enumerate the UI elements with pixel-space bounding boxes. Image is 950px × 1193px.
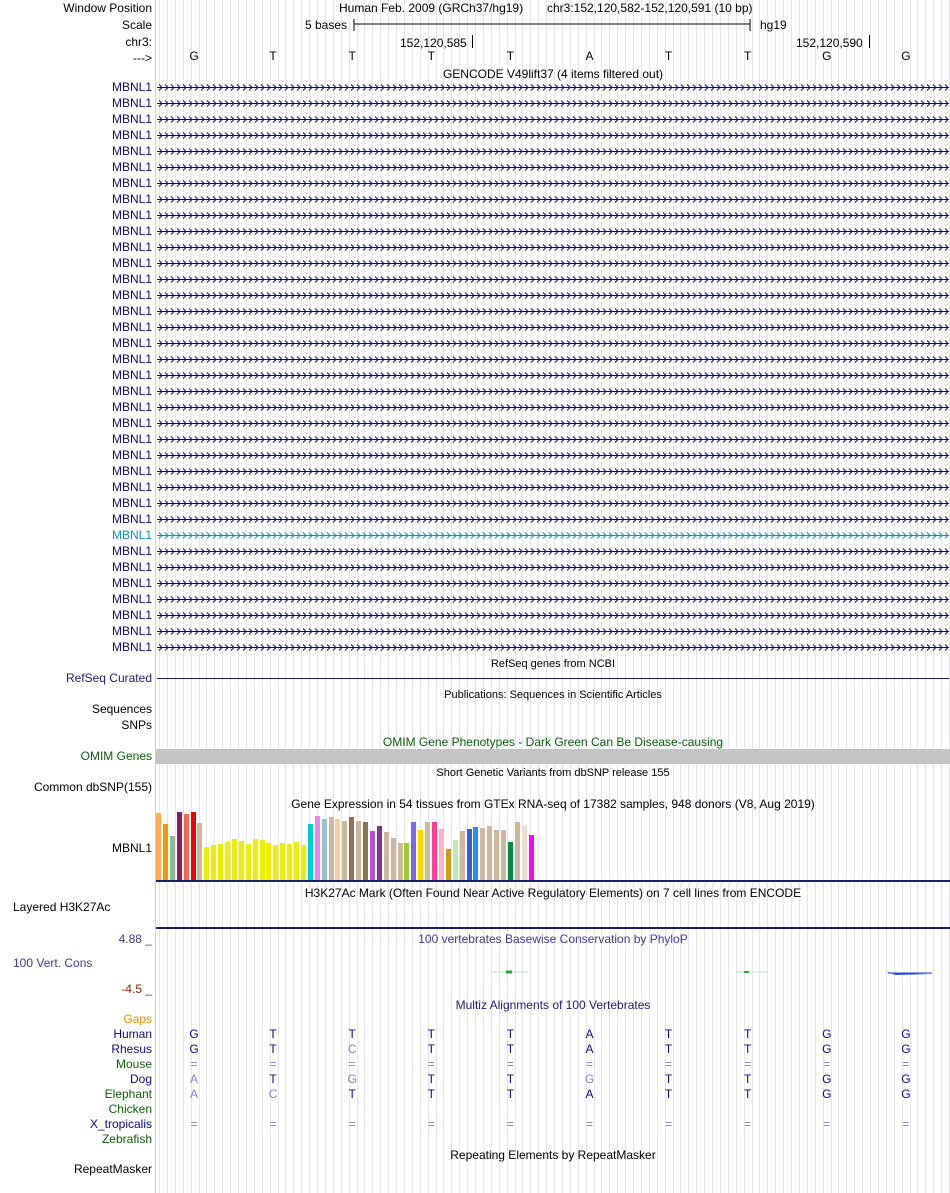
strand-label: ---> xyxy=(133,51,152,65)
phylop-label[interactable]: 100 Vert. Cons xyxy=(13,956,93,970)
gtex-tissue-bar[interactable] xyxy=(349,817,354,880)
gencode-gene-label[interactable]: MBNL1 xyxy=(111,240,152,254)
species-label[interactable]: X_tropicalis xyxy=(89,1117,152,1131)
publications-snps-label[interactable]: SNPs xyxy=(121,718,152,732)
gtex-tissue-bar[interactable] xyxy=(329,817,334,880)
gencode-gene-label[interactable]: MBNL1 xyxy=(111,304,152,318)
alignment-base: T xyxy=(506,1042,515,1056)
alignment-base: = xyxy=(269,1117,277,1131)
gtex-tissue-bar[interactable] xyxy=(342,821,347,880)
alignment-base: G xyxy=(189,1042,199,1056)
alignment-base: G xyxy=(901,1087,911,1101)
gencode-gene-label[interactable]: MBNL1 xyxy=(111,176,152,190)
gtex-tissue-bar[interactable] xyxy=(370,831,375,880)
gencode-transcript[interactable] xyxy=(157,275,949,284)
gtex-tissue-bar[interactable] xyxy=(335,819,340,880)
gencode-gene-label[interactable]: MBNL1 xyxy=(111,528,152,542)
gencode-gene-label[interactable]: MBNL1 xyxy=(111,544,152,558)
h3k27ac-baseline xyxy=(156,927,950,929)
tick-mark-1 xyxy=(472,35,473,48)
gencode-gene-label[interactable]: MBNL1 xyxy=(111,336,152,350)
gencode-gene-label[interactable]: MBNL1 xyxy=(111,112,152,126)
gtex-tissue-bar[interactable] xyxy=(377,826,382,880)
phylop-title: 100 vertebrates Basewise Conservation by PhyloP xyxy=(418,932,688,946)
alignment-base: G xyxy=(822,1042,832,1056)
gencode-transcript[interactable] xyxy=(157,307,949,316)
gencode-gene-label[interactable]: MBNL1 xyxy=(111,448,152,462)
gencode-gene-label[interactable]: MBNL1 xyxy=(111,384,152,398)
gtex-tissue-bar[interactable] xyxy=(204,847,209,880)
base-letter: G xyxy=(822,49,832,63)
gtex-tissue-bar[interactable] xyxy=(287,844,292,880)
gtex-tissue-bar[interactable] xyxy=(232,839,237,880)
gencode-gene-label[interactable]: MBNL1 xyxy=(111,320,152,334)
assembly-text: Human Feb. 2009 (GRCh37/hg19) xyxy=(339,1,524,15)
position-text: chr3:152,120,582-152,120,591 (10 bp) xyxy=(547,1,753,15)
alignment-base: = xyxy=(585,1117,593,1131)
gtex-tissue-bar[interactable] xyxy=(473,827,478,880)
gencode-gene-label[interactable]: MBNL1 xyxy=(111,288,152,302)
gencode-transcript[interactable] xyxy=(157,355,949,364)
gencode-gene-label[interactable]: MBNL1 xyxy=(111,480,152,494)
gtex-tissue-bar[interactable] xyxy=(501,830,506,880)
scale-text: 5 bases xyxy=(305,18,348,32)
alignment-base: = xyxy=(348,1117,356,1131)
gtex-tissue-bar[interactable] xyxy=(322,819,327,880)
gencode-gene-label[interactable]: MBNL1 xyxy=(111,192,152,206)
alignment-base: = xyxy=(427,1057,435,1071)
gencode-transcript[interactable] xyxy=(157,451,949,460)
species-label[interactable]: Mouse xyxy=(115,1057,152,1071)
base-letter: T xyxy=(664,49,673,63)
gencode-gene-label[interactable]: MBNL1 xyxy=(111,128,152,142)
gencode-transcript[interactable] xyxy=(157,563,949,572)
gtex-tissue-bar[interactable] xyxy=(246,844,251,880)
gencode-gene-label[interactable]: MBNL1 xyxy=(111,352,152,366)
gencode-gene-label[interactable]: MBNL1 xyxy=(111,368,152,382)
alignment-base: G xyxy=(901,1072,911,1086)
alignment-base: T xyxy=(427,1087,435,1101)
gencode-transcript[interactable] xyxy=(157,611,949,620)
alignment-base: A xyxy=(585,1087,594,1101)
gtex-tissue-bar[interactable] xyxy=(453,840,458,880)
gencode-gene-label[interactable]: MBNL1 xyxy=(111,560,152,574)
alignment-base: T xyxy=(348,1027,356,1041)
alignment-base: G xyxy=(347,1072,357,1086)
alignment-base: G xyxy=(189,1027,199,1041)
gtex-tissue-bar[interactable] xyxy=(460,831,465,880)
gencode-transcript[interactable] xyxy=(157,195,949,204)
alignment-base: A xyxy=(189,1072,198,1086)
alignment-base: T xyxy=(506,1087,515,1101)
base-letter: G xyxy=(189,49,199,63)
alignment-base: = xyxy=(506,1117,514,1131)
gtex-tissue-bar[interactable] xyxy=(467,829,472,880)
gencode-transcript[interactable] xyxy=(157,547,949,556)
position-tick-2: 152,120,590 xyxy=(796,36,863,50)
gtex-tissue-bar[interactable] xyxy=(170,836,175,880)
alignment-base: T xyxy=(269,1027,277,1041)
gencode-transcript[interactable] xyxy=(157,531,949,540)
gencode-transcript[interactable] xyxy=(157,179,949,188)
gtex-tissue-bar[interactable] xyxy=(294,842,299,880)
gtex-tissue-bar[interactable] xyxy=(266,843,271,880)
repeatmasker-label[interactable]: RepeatMasker xyxy=(73,1162,152,1176)
alignment-base: = xyxy=(190,1117,198,1131)
alignment-base: T xyxy=(269,1042,277,1056)
alignment-base: = xyxy=(269,1057,277,1071)
base-letter: T xyxy=(269,49,277,63)
gaps-label: Gaps xyxy=(123,1012,152,1026)
alignment-base: T xyxy=(744,1072,752,1086)
gtex-tissue-bar[interactable] xyxy=(260,840,265,880)
publications-sequences-label[interactable]: Sequences xyxy=(91,702,152,716)
gencode-transcript[interactable] xyxy=(157,83,949,92)
alignment-base: = xyxy=(744,1057,752,1071)
alignment-base: = xyxy=(665,1057,673,1071)
alignment-base: T xyxy=(744,1027,752,1041)
refseq-gene-line[interactable] xyxy=(157,678,949,679)
alignment-base: A xyxy=(585,1042,594,1056)
alignment-base: T xyxy=(664,1087,673,1101)
gencode-transcript[interactable] xyxy=(157,403,949,412)
alignment-base: = xyxy=(585,1057,593,1071)
gencode-gene-label[interactable]: MBNL1 xyxy=(111,464,152,478)
alignment-base: = xyxy=(823,1117,831,1131)
species-label[interactable]: Zebrafish xyxy=(101,1132,152,1146)
gencode-transcript[interactable] xyxy=(157,627,949,636)
species-label[interactable]: Human xyxy=(113,1027,152,1041)
h3k27ac-title: H3K27Ac Mark (Often Found Near Active Regulatory Elements) on 7 cell lines from ENCODE xyxy=(304,886,802,900)
gtex-tissue-bar[interactable] xyxy=(384,832,389,880)
gtex-tissue-bar[interactable] xyxy=(356,821,361,880)
gtex-tissue-bar[interactable] xyxy=(439,829,444,880)
gencode-transcript[interactable] xyxy=(157,643,949,652)
publications-title: Publications: Sequences in Scientific Articles xyxy=(444,689,662,701)
gencode-transcript[interactable] xyxy=(157,131,949,140)
alignment-base: = xyxy=(902,1117,910,1131)
alignment-base: T xyxy=(427,1027,435,1041)
gencode-gene-label[interactable]: MBNL1 xyxy=(111,624,152,638)
gencode-gene-label[interactable]: MBNL1 xyxy=(111,96,152,110)
refseq-title: RefSeq genes from NCBI xyxy=(490,658,616,670)
gtex-tissue-bar[interactable] xyxy=(494,830,499,880)
species-label[interactable]: Chicken xyxy=(108,1102,152,1116)
phylop-max-label: 4.88 _ xyxy=(118,932,152,946)
gencode-gene-label[interactable]: MBNL1 xyxy=(111,208,152,222)
alignment-base: G xyxy=(822,1087,832,1101)
track-label-column xyxy=(0,0,155,1193)
multiz-title: Multiz Alignments of 100 Vertebrates xyxy=(455,998,651,1012)
gencode-transcript[interactable] xyxy=(157,259,949,268)
gtex-tissue-bar[interactable] xyxy=(508,842,513,880)
gencode-gene-label[interactable]: MBNL1 xyxy=(111,608,152,622)
gencode-gene-label[interactable]: MBNL1 xyxy=(111,496,152,510)
base-letter: T xyxy=(744,49,752,63)
gencode-gene-label[interactable]: MBNL1 xyxy=(111,512,152,526)
gtex-tissue-bar[interactable] xyxy=(197,823,202,880)
gencode-transcript[interactable] xyxy=(157,499,949,508)
gtex-baseline xyxy=(156,880,950,882)
gtex-tissue-bar[interactable] xyxy=(225,842,230,880)
gtex-tissue-bar[interactable] xyxy=(177,812,182,880)
gencode-transcript[interactable] xyxy=(157,483,949,492)
gencode-transcript[interactable] xyxy=(157,243,949,252)
alignment-base: = xyxy=(427,1117,435,1131)
alignment-base: T xyxy=(427,1042,435,1056)
gencode-gene-label[interactable]: MBNL1 xyxy=(111,256,152,270)
alignment-base: T xyxy=(664,1042,673,1056)
gtex-tissue-bar[interactable] xyxy=(280,843,285,880)
alignment-base: T xyxy=(506,1027,515,1041)
alignment-base: T xyxy=(269,1072,277,1086)
alignment-base: = xyxy=(823,1057,831,1071)
base-letter: T xyxy=(506,49,515,63)
gencode-gene-label[interactable]: MBNL1 xyxy=(111,640,152,654)
gtex-tissue-bar[interactable] xyxy=(273,845,278,880)
gencode-gene-label[interactable]: MBNL1 xyxy=(111,80,152,94)
alignment-base: C xyxy=(268,1087,278,1101)
gtex-tissue-bar[interactable] xyxy=(391,838,396,880)
gencode-gene-label[interactable]: MBNL1 xyxy=(111,400,152,414)
gencode-title: GENCODE V49lift37 (4 items filtered out) xyxy=(442,67,664,81)
alignment-base: T xyxy=(744,1087,752,1101)
base-letter: T xyxy=(427,49,435,63)
dbsnp-title: Short Genetic Variants from dbSNP release 155 xyxy=(436,767,670,779)
gtex-tissue-bar[interactable] xyxy=(156,813,161,880)
omim-gene-bar[interactable] xyxy=(156,749,950,764)
base-letter: A xyxy=(585,49,594,63)
gencode-transcript[interactable] xyxy=(157,467,949,476)
gtex-bar-chart[interactable] xyxy=(156,812,536,880)
gencode-transcript[interactable] xyxy=(157,515,949,524)
gtex-tissue-bar[interactable] xyxy=(487,826,492,880)
alignment-base: G xyxy=(901,1042,911,1056)
gencode-transcript[interactable] xyxy=(157,419,949,428)
alignment-base: = xyxy=(190,1057,198,1071)
gencode-transcript[interactable] xyxy=(157,579,949,588)
gtex-tissue-bar[interactable] xyxy=(191,812,196,880)
alignment-base: G xyxy=(584,1072,595,1086)
alignment-base: T xyxy=(348,1087,356,1101)
gtex-title: Gene Expression in 54 tissues from GTEx RNA-seq of 17382 samples, 948 donors (V8, Aug 2019) xyxy=(291,797,815,811)
gtex-tissue-bar[interactable] xyxy=(522,826,527,880)
gtex-tissue-bar[interactable] xyxy=(211,845,216,880)
base-letter: G xyxy=(901,49,911,63)
gtex-tissue-bar[interactable] xyxy=(515,822,520,880)
gencode-gene-label[interactable]: MBNL1 xyxy=(111,432,152,446)
alignment-base: G xyxy=(822,1027,832,1041)
gtex-tissue-bar[interactable] xyxy=(239,841,244,880)
gencode-transcript[interactable] xyxy=(157,323,949,332)
alignment-base: A xyxy=(585,1027,594,1041)
alignment-base: T xyxy=(744,1042,752,1056)
species-label[interactable]: Dog xyxy=(129,1072,152,1086)
gtex-tissue-bar[interactable] xyxy=(253,839,258,880)
gencode-gene-label[interactable]: MBNL1 xyxy=(111,144,152,158)
gtex-tissue-bar[interactable] xyxy=(404,843,409,880)
species-label[interactable]: Elephant xyxy=(104,1087,152,1101)
alignment-base: T xyxy=(664,1072,673,1086)
gtex-tissue-bar[interactable] xyxy=(411,822,416,880)
alignment-base: A xyxy=(189,1087,198,1101)
gtex-tissue-bar[interactable] xyxy=(446,849,451,880)
gencode-gene-label[interactable]: MBNL1 xyxy=(111,272,152,286)
alignment-base: T xyxy=(427,1072,435,1086)
gencode-transcript[interactable] xyxy=(157,163,949,172)
refseq-label[interactable]: RefSeq Curated xyxy=(65,671,152,685)
gencode-transcript[interactable] xyxy=(157,211,949,220)
alignment-base: = xyxy=(902,1057,910,1071)
gencode-transcript[interactable] xyxy=(157,147,949,156)
alignment-base: T xyxy=(664,1027,673,1041)
gencode-transcript[interactable] xyxy=(157,99,949,108)
gtex-tissue-bar[interactable] xyxy=(301,845,306,880)
position-tick-1: 152,120,585 xyxy=(400,36,467,50)
gtex-tissue-bar[interactable] xyxy=(315,816,320,880)
gencode-transcript[interactable] xyxy=(157,339,949,348)
species-label[interactable]: Rhesus xyxy=(111,1042,152,1056)
gencode-transcript[interactable] xyxy=(157,227,949,236)
gtex-tissue-bar[interactable] xyxy=(308,824,313,880)
gtex-tissue-bar[interactable] xyxy=(184,814,189,880)
omim-title: OMIM Gene Phenotypes - Dark Green Can Be Disease-causing xyxy=(382,735,724,749)
gtex-tissue-bar[interactable] xyxy=(529,835,534,880)
gencode-gene-label[interactable]: MBNL1 xyxy=(111,160,152,174)
gencode-gene-label[interactable]: MBNL1 xyxy=(111,416,152,430)
gencode-transcript[interactable] xyxy=(157,435,949,444)
gtex-tissue-bar[interactable] xyxy=(425,822,430,880)
phylop-min-label: -4.5 _ xyxy=(121,982,152,996)
gencode-transcript[interactable] xyxy=(157,371,949,380)
dbsnp-label[interactable]: Common dbSNP(155) xyxy=(33,780,152,794)
gencode-transcript[interactable] xyxy=(157,115,949,124)
base-letter: T xyxy=(348,49,356,63)
gtex-tissue-bar[interactable] xyxy=(480,828,485,880)
gtex-tissue-bar[interactable] xyxy=(418,830,423,880)
alignment-base: = xyxy=(348,1057,356,1071)
omim-label[interactable]: OMIM Genes xyxy=(80,749,152,763)
alignment-base: G xyxy=(822,1072,832,1086)
gencode-transcript[interactable] xyxy=(157,595,949,604)
phylop-signal[interactable] xyxy=(156,960,950,984)
chrom-label: chr3: xyxy=(125,35,152,49)
gencode-gene-label[interactable]: MBNL1 xyxy=(111,592,152,606)
gencode-gene-label[interactable]: MBNL1 xyxy=(111,576,152,590)
gtex-tissue-bar[interactable] xyxy=(218,844,223,880)
gencode-transcript[interactable] xyxy=(157,291,949,300)
alignment-base: T xyxy=(506,1072,515,1086)
gencode-gene-label[interactable]: MBNL1 xyxy=(111,224,152,238)
alignment-base: G xyxy=(901,1027,911,1041)
h3k27ac-label[interactable]: Layered H3K27Ac xyxy=(13,900,111,914)
window-position-label: Window Position xyxy=(63,1,152,15)
scale-bar xyxy=(353,17,753,33)
scale-label: Scale xyxy=(121,18,152,32)
alignment-base: = xyxy=(665,1117,673,1131)
gtex-tissue-bar[interactable] xyxy=(432,822,437,880)
tick-mark-2 xyxy=(869,35,870,48)
gtex-gene-label[interactable]: MBNL1 xyxy=(111,841,152,855)
alignment-base: C xyxy=(347,1042,357,1056)
gencode-transcript[interactable] xyxy=(157,387,949,396)
gtex-tissue-bar[interactable] xyxy=(163,824,168,880)
alignment-base: = xyxy=(744,1117,752,1131)
db-text: hg19 xyxy=(760,18,787,32)
gtex-tissue-bar[interactable] xyxy=(398,843,403,880)
gtex-tissue-bar[interactable] xyxy=(363,822,368,880)
alignment-base: = xyxy=(506,1057,514,1071)
repeatmasker-title: Repeating Elements by RepeatMasker xyxy=(450,1148,656,1162)
